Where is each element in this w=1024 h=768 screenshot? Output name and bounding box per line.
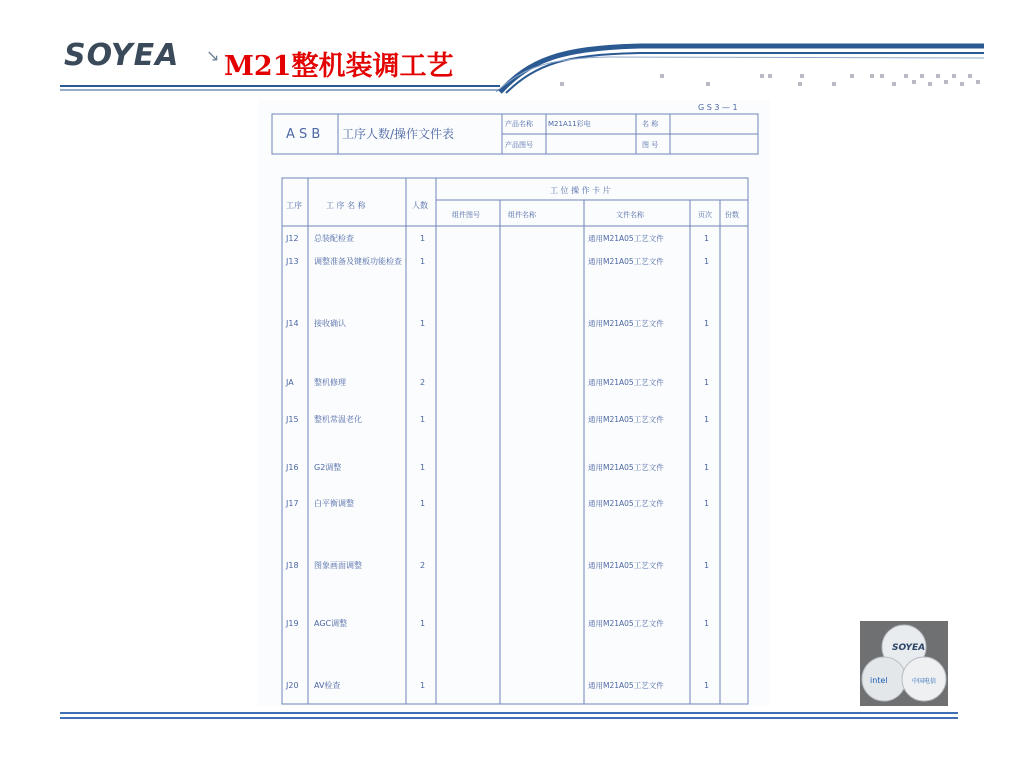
row-page: 1 bbox=[704, 499, 710, 508]
slide-title: M21整机装调工艺 bbox=[224, 51, 454, 82]
row-file: 通用M21A05工艺文件 bbox=[588, 257, 664, 266]
row-page: 1 bbox=[704, 681, 710, 690]
row-code: J14 bbox=[286, 319, 299, 328]
row-code: J15 bbox=[286, 415, 299, 424]
row-name: 整机常温老化 bbox=[314, 415, 362, 424]
row-code: J17 bbox=[286, 499, 299, 508]
row-file: 通用M21A05工艺文件 bbox=[588, 415, 664, 424]
name-label: 名 称 bbox=[642, 120, 659, 128]
row-name: 白平衡调整 bbox=[314, 499, 354, 508]
row-j15 bbox=[285, 414, 709, 424]
row-people: 1 bbox=[420, 257, 426, 266]
row-j20 bbox=[285, 680, 709, 690]
row-file: 通用M21A05工艺文件 bbox=[588, 378, 664, 387]
row-people: 1 bbox=[420, 415, 426, 424]
row-file: 通用M21A05工艺文件 bbox=[588, 234, 664, 243]
row-file: 通用M21A05工艺文件 bbox=[588, 561, 664, 570]
row-name: 接收确认 bbox=[314, 319, 346, 328]
row-name: 调整准备及键板功能检查 bbox=[314, 257, 402, 266]
slide-header bbox=[0, 0, 1024, 100]
col-file-name: 文件名称 bbox=[616, 211, 644, 219]
col-page: 页次 bbox=[698, 211, 712, 219]
row-people: 1 bbox=[420, 499, 426, 508]
row-code: J18 bbox=[286, 561, 299, 570]
row-people: 1 bbox=[420, 681, 426, 690]
product-name-value: M21A11彩电 bbox=[548, 120, 591, 128]
partner-logos bbox=[860, 621, 948, 706]
row-page: 1 bbox=[704, 415, 710, 424]
row-page: 1 bbox=[704, 619, 710, 628]
row-j19 bbox=[285, 618, 709, 628]
row-page: 1 bbox=[704, 378, 710, 387]
row-j12 bbox=[285, 233, 709, 243]
row-file: 通用M21A05工艺文件 bbox=[588, 463, 664, 472]
col-component-no: 组件图号 bbox=[452, 211, 480, 219]
scanned-process-table bbox=[258, 100, 770, 706]
row-people: 2 bbox=[420, 378, 426, 387]
corner-soyea: SOYEA bbox=[892, 643, 926, 653]
row-page: 1 bbox=[704, 257, 710, 266]
col-people: 人数 bbox=[412, 201, 428, 210]
row-j16 bbox=[285, 462, 709, 472]
row-name: 总装配检查 bbox=[314, 234, 354, 243]
row-name: 整机修理 bbox=[314, 378, 346, 387]
row-people: 1 bbox=[420, 463, 426, 472]
row-j17 bbox=[285, 498, 709, 508]
row-page: 1 bbox=[704, 463, 710, 472]
row-page: 1 bbox=[704, 561, 710, 570]
row-j13 bbox=[285, 256, 709, 266]
row-code: J19 bbox=[286, 619, 299, 628]
row-code: J16 bbox=[286, 463, 299, 472]
col-process: 工序 bbox=[286, 201, 302, 210]
row-file: 通用M21A05工艺文件 bbox=[588, 319, 664, 328]
row-code: J12 bbox=[286, 234, 299, 243]
row-page: 1 bbox=[704, 234, 710, 243]
row-name: G2调整 bbox=[314, 463, 342, 472]
corner-telecom: 中国电信 bbox=[912, 678, 937, 685]
row-people: 2 bbox=[420, 561, 426, 570]
row-name: AV检查 bbox=[314, 681, 341, 690]
row-file: 通用M21A05工艺文件 bbox=[588, 681, 664, 690]
col-card-group: 工 位 操 作 卡 片 bbox=[550, 186, 611, 195]
col-component-name: 组件名称 bbox=[508, 211, 536, 219]
form-title-abbr: A S B bbox=[286, 127, 321, 142]
soyea-logo: SOYEA bbox=[64, 38, 180, 73]
footer-rule bbox=[60, 710, 960, 722]
doc-code: G S 3 — 1 bbox=[698, 103, 738, 112]
row-j14 bbox=[285, 318, 709, 328]
row-code: JA bbox=[286, 378, 294, 387]
row-people: 1 bbox=[420, 234, 426, 243]
row-name: 图象画面调整 bbox=[314, 561, 362, 570]
row-code: J20 bbox=[286, 681, 299, 690]
product-drawing-label: 产品图号 bbox=[505, 141, 533, 149]
row-code: J13 bbox=[286, 257, 299, 266]
drawing-label: 图 号 bbox=[642, 141, 659, 149]
row-file: 通用M21A05工艺文件 bbox=[588, 619, 664, 628]
row-ja bbox=[285, 377, 709, 387]
product-name-label: 产品名称 bbox=[505, 120, 533, 128]
row-page: 1 bbox=[704, 319, 710, 328]
form-title: 工序人数/操作文件表 bbox=[342, 127, 455, 141]
logo-arrow-icon: ↘ bbox=[206, 46, 220, 65]
row-name: AGC调整 bbox=[314, 619, 348, 628]
col-process-name: 工 序 名 称 bbox=[326, 201, 366, 210]
row-j18 bbox=[285, 560, 709, 570]
col-copies: 份数 bbox=[725, 211, 739, 219]
row-people: 1 bbox=[420, 319, 426, 328]
row-file: 通用M21A05工艺文件 bbox=[588, 499, 664, 508]
corner-intel: intel bbox=[870, 676, 888, 685]
row-people: 1 bbox=[420, 619, 426, 628]
